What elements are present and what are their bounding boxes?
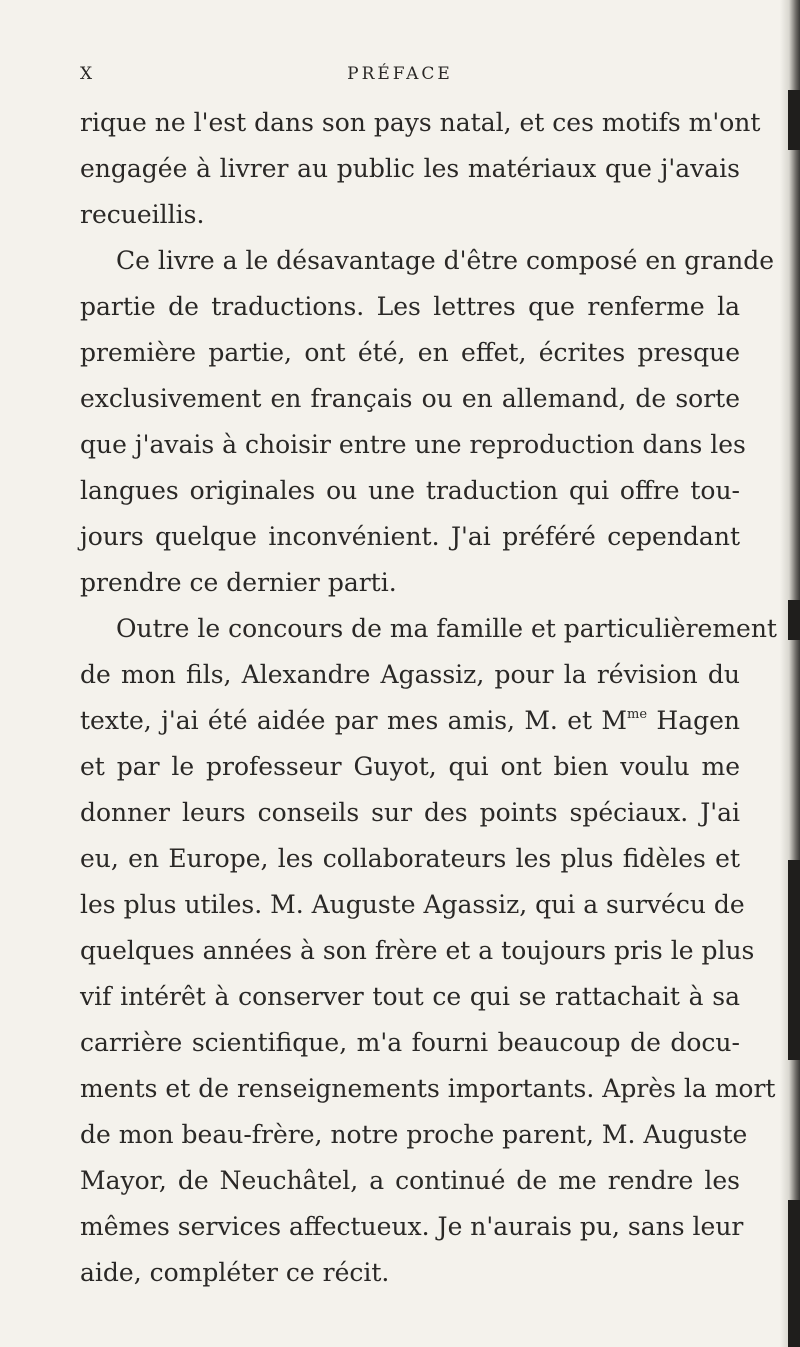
page-edge-dark-band <box>788 90 800 150</box>
text-line: langues originales ou une traduction qui offre tou- <box>80 476 740 505</box>
text-line: prendre ce dernier parti. <box>80 568 397 597</box>
running-head <box>80 64 720 88</box>
text-line: première partie, ont été, en effet, écrites presque <box>80 338 740 367</box>
page-number: X <box>80 64 94 84</box>
text-line: carrière scientifique, m'a fourni beaucoup de docu- <box>80 1028 740 1057</box>
text-line-part: Hagen <box>647 706 740 735</box>
text-line: aide, compléter ce récit. <box>80 1258 390 1287</box>
text-line: vif intérêt à conserver tout ce qui se rattachait à sa <box>80 982 740 1011</box>
text-line: quelques années à son frère et a toujours pris le plus <box>80 936 755 965</box>
text-line: exclusivement en français ou en allemand, de sorte <box>80 384 740 413</box>
text-line: que j'avais à choisir entre une reproduction dans les <box>80 430 746 459</box>
page-edge-dark-band <box>788 860 800 1060</box>
superscript-abbreviation: me <box>627 707 648 722</box>
text-line: engagée à livrer au public les matériaux que j'avais <box>80 154 740 183</box>
page-edge-dark-band <box>788 1200 800 1347</box>
text-line: jours quelque inconvénient. J'ai préféré cependant <box>80 522 740 551</box>
text-line: partie de traductions. Les lettres que renferme la <box>80 292 740 321</box>
page-edge-dark-band <box>788 600 800 640</box>
text-line: donner leurs conseils sur des points spéciaux. J'ai <box>80 798 740 827</box>
text-line: rique ne l'est dans son pays natal, et ces motifs m'ont <box>80 108 761 137</box>
text-line: de mon beau-frère, notre proche parent, M. Auguste <box>80 1120 748 1149</box>
text-line: mêmes services affectueux. Je n'aurais pu, sans leur <box>80 1212 744 1241</box>
text-line: eu, en Europe, les collaborateurs les plus fidèles et <box>80 844 740 873</box>
text-line-part: texte, j'ai été aidée par mes amis, M. et M <box>80 706 628 735</box>
text-line: de mon fils, Alexandre Agassiz, pour la révision du <box>80 660 740 689</box>
running-title: PRÉFACE <box>347 64 453 84</box>
text-line: Outre le concours de ma famille et particulièrement <box>116 614 777 643</box>
text-line <box>80 698 740 744</box>
text-line: recueillis. <box>80 200 205 229</box>
text-line: ments et de renseignements importants. Après la mort <box>80 1074 776 1103</box>
text-line: Ce livre a le désavantage d'être composé en grande <box>116 246 775 275</box>
body-text <box>80 100 777 1296</box>
text-line: et par le professeur Guyot, qui ont bien voulu me <box>80 752 740 781</box>
page-edge-shadow <box>780 0 800 1347</box>
text-line: les plus utiles. M. Auguste Agassiz, qui a survécu de <box>80 890 745 919</box>
text-line: Mayor, de Neuchâtel, a continué de me rendre les <box>80 1166 740 1195</box>
